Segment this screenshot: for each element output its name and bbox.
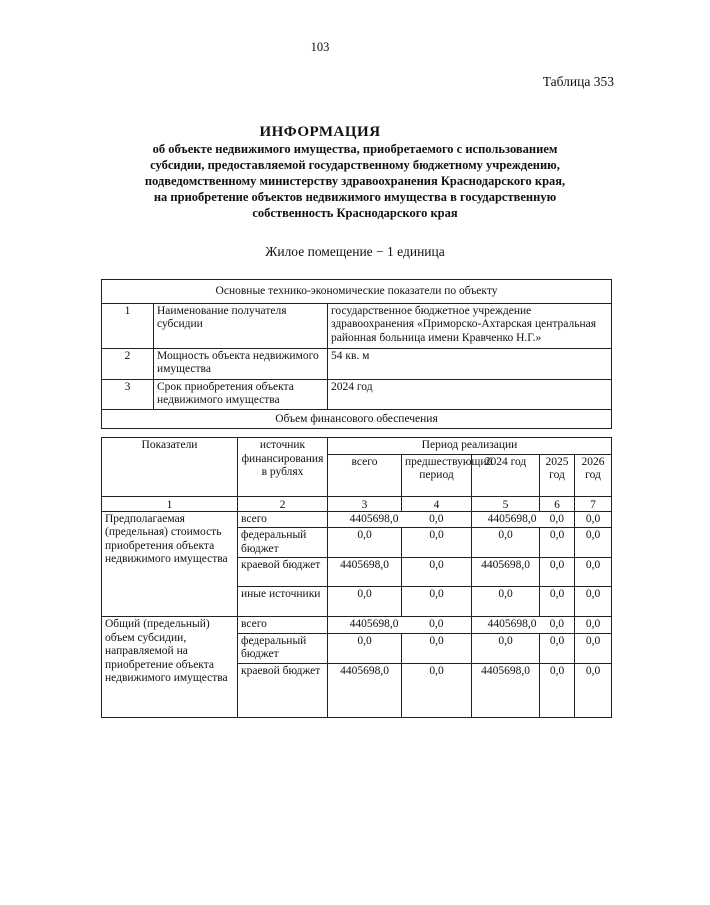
y2026-cell: 0,0 bbox=[575, 617, 612, 634]
source-cell: краевой бюджет bbox=[238, 663, 328, 717]
document-subtitle bbox=[95, 141, 615, 221]
total-cell: 0,0 bbox=[328, 587, 402, 617]
indicators-table bbox=[101, 279, 612, 429]
indicator-label: Мощность объекта недвижимого имущества bbox=[154, 348, 328, 379]
prev-cell: 0,0 bbox=[402, 663, 472, 717]
y2024-cell: 4405698,0 bbox=[472, 558, 540, 587]
y2024-cell: 0,0 bbox=[472, 587, 540, 617]
y2025-cell: 0,0 bbox=[540, 558, 575, 587]
table-row bbox=[102, 511, 612, 528]
indicator-label: Наименование получателя субсидии bbox=[154, 303, 328, 348]
y2025-cell: 0,0 bbox=[540, 587, 575, 617]
source-cell: федеральный бюджет bbox=[238, 633, 328, 663]
total-cell: 4405698,0 bbox=[328, 511, 402, 528]
y2026-cell: 0,0 bbox=[575, 528, 612, 558]
y2024-cell: 0,0 bbox=[472, 528, 540, 558]
source-cell: федеральный бюджет bbox=[238, 528, 328, 558]
y2026-cell: 0,0 bbox=[575, 663, 612, 717]
total-cell: 0,0 bbox=[328, 633, 402, 663]
subtitle-line: субсидии, предоставляемой государственному бюджетному учреждению, bbox=[150, 158, 560, 172]
col-2025: 2025 год bbox=[540, 454, 575, 496]
source-cell: всего bbox=[238, 511, 328, 528]
y2025-cell: 0,0 bbox=[540, 511, 575, 528]
prev-cell: 0,0 bbox=[402, 511, 472, 528]
total-cell: 0,0 bbox=[328, 528, 402, 558]
indicator-value: 54 кв. м bbox=[328, 348, 612, 379]
y2025-cell: 0,0 bbox=[540, 663, 575, 717]
y2024-cell: 0,0 bbox=[472, 633, 540, 663]
source-cell: всего bbox=[238, 617, 328, 634]
subtitle-line: подведомственному министерству здравоохранения Краснодарского края, bbox=[144, 174, 566, 188]
y2025-cell: 0,0 bbox=[540, 633, 575, 663]
total-cell: 4405698,0 bbox=[328, 558, 402, 587]
object-subheading: Жилое помещение − 1 единица bbox=[265, 244, 445, 259]
source-cell: краевой бюджет bbox=[238, 558, 328, 587]
col-number: 1 bbox=[102, 496, 238, 511]
document-title: ИНФОРМАЦИЯ bbox=[259, 124, 381, 140]
table-row bbox=[102, 617, 612, 634]
indicator-value: государственное бюджетное учреждение здравоохранения «Приморско-Ахтарская центральная районная больница имени Кравченко Н.Г.» bbox=[328, 303, 612, 348]
col-2024: 2024 год bbox=[472, 454, 540, 496]
col-total: всего bbox=[328, 454, 402, 496]
total-cell: 4405698,0 bbox=[328, 663, 402, 717]
prev-cell: 0,0 bbox=[402, 587, 472, 617]
row-number: 1 bbox=[102, 303, 154, 348]
col-indicators: Показатели bbox=[102, 438, 238, 497]
subtitle-line: об объекте недвижимого имущества, приобретаемого с использованием bbox=[152, 142, 558, 156]
indicator-value: 2024 год bbox=[328, 379, 612, 409]
indicator-label: Срок приобретения объекта недвижимого имущества bbox=[154, 379, 328, 409]
prev-cell: 0,0 bbox=[402, 617, 472, 634]
y2024-cell: 4405698,0 bbox=[472, 663, 540, 717]
col-number: 2 bbox=[238, 496, 328, 511]
col-source: источник финансирования в рублях bbox=[238, 438, 328, 497]
col-2026: 2026 год bbox=[575, 454, 612, 496]
row-number: 3 bbox=[102, 379, 154, 409]
col-period: Период реализации bbox=[328, 438, 612, 455]
col-number: 7 bbox=[575, 496, 612, 511]
table-number: Таблица 353 bbox=[542, 74, 614, 89]
row-number: 2 bbox=[102, 348, 154, 379]
y2026-cell: 0,0 bbox=[575, 558, 612, 587]
prev-cell: 0,0 bbox=[402, 633, 472, 663]
prev-cell: 0,0 bbox=[402, 528, 472, 558]
finance-table bbox=[101, 437, 612, 718]
prev-cell: 0,0 bbox=[402, 558, 472, 587]
y2024-cell: 4405698,0 bbox=[472, 511, 540, 528]
source-cell: иные источники bbox=[238, 587, 328, 617]
y2026-cell: 0,0 bbox=[575, 633, 612, 663]
col-prev-period: предшествующий период bbox=[402, 454, 472, 496]
y2024-cell: 4405698,0 bbox=[472, 617, 540, 634]
y2025-cell: 0,0 bbox=[540, 528, 575, 558]
group-label-subsidy: Общий (предельный) объем субсидии, направляемой на приобретение объекта недвижимого имущества bbox=[102, 617, 238, 718]
y2026-cell: 0,0 bbox=[575, 587, 612, 617]
col-number: 6 bbox=[540, 496, 575, 511]
page-number: 103 bbox=[310, 40, 330, 54]
subtitle-line: на приобретение объектов недвижимого имущества в государственную bbox=[153, 190, 557, 204]
finance-header: Объем финансового обеспечения bbox=[102, 409, 612, 429]
col-number: 3 bbox=[328, 496, 402, 511]
subtitle-line: собственность Краснодарского края bbox=[252, 206, 458, 220]
col-number: 4 bbox=[402, 496, 472, 511]
col-number: 5 bbox=[472, 496, 540, 511]
y2026-cell: 0,0 bbox=[575, 511, 612, 528]
indicators-header: Основные технико-экономические показатели по объекту bbox=[102, 280, 612, 304]
group-label-cost: Предполагаемая (предельная) стоимость приобретения объекта недвижимого имущества bbox=[102, 511, 238, 617]
total-cell: 4405698,0 bbox=[328, 617, 402, 634]
y2025-cell: 0,0 bbox=[540, 617, 575, 634]
